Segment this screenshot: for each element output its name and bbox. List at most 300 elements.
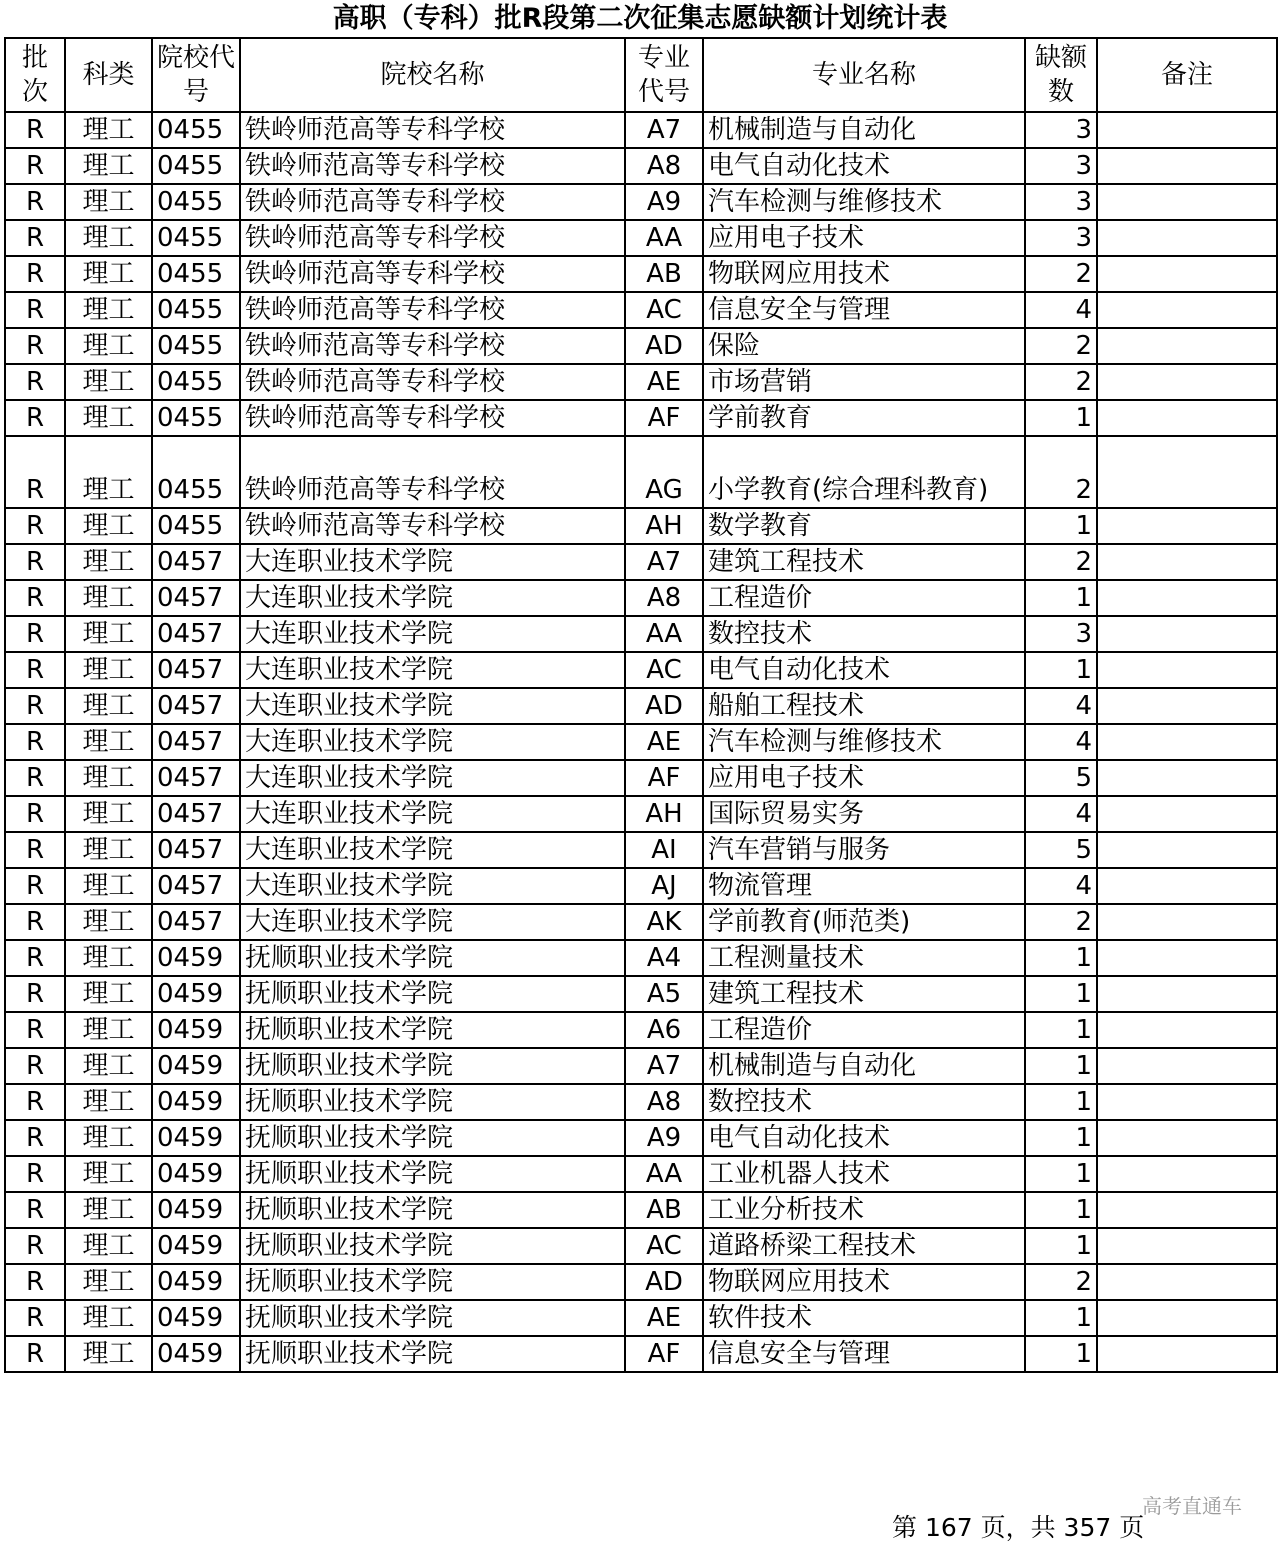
cell-quota: 3	[1025, 220, 1097, 256]
cell-quota: 1	[1025, 400, 1097, 436]
table-row	[5, 256, 1277, 292]
cell-remark	[1097, 868, 1277, 904]
cell-school-code: 0457	[152, 616, 240, 652]
cell-school-name: 抚顺职业技术学院	[240, 1264, 625, 1300]
table-row	[5, 436, 1277, 508]
cell-batch: R	[5, 364, 65, 400]
cell-major-code: AC	[625, 652, 703, 688]
cell-batch: R	[5, 868, 65, 904]
cell-major-name: 船舶工程技术	[703, 688, 1025, 724]
cell-major-code: AC	[625, 292, 703, 328]
cell-batch: R	[5, 544, 65, 580]
page-number: 第 167 页，共 357 页	[892, 1513, 1145, 1542]
cell-major-code: A8	[625, 1084, 703, 1120]
cell-major-code: A9	[625, 1120, 703, 1156]
cell-category: 理工	[65, 616, 152, 652]
table-row	[5, 1192, 1277, 1228]
cell-major-name: 数控技术	[703, 616, 1025, 652]
cell-major-name: 国际贸易实务	[703, 796, 1025, 832]
table-row	[5, 112, 1277, 148]
cell-batch: R	[5, 328, 65, 364]
cell-quota: 2	[1025, 1264, 1097, 1300]
cell-major-code: AB	[625, 256, 703, 292]
cell-quota: 1	[1025, 940, 1097, 976]
cell-school-name: 抚顺职业技术学院	[240, 1156, 625, 1192]
cell-major-name: 工程造价	[703, 580, 1025, 616]
cell-category: 理工	[65, 184, 152, 220]
cell-remark	[1097, 292, 1277, 328]
cell-category: 理工	[65, 904, 152, 940]
cell-category: 理工	[65, 688, 152, 724]
cell-school-code: 0459	[152, 1012, 240, 1048]
cell-batch: R	[5, 1300, 65, 1336]
cell-school-code: 0459	[152, 1264, 240, 1300]
cell-batch: R	[5, 184, 65, 220]
cell-quota: 4	[1025, 688, 1097, 724]
cell-major-name: 汽车检测与维修技术	[703, 724, 1025, 760]
cell-batch: R	[5, 652, 65, 688]
cell-category: 理工	[65, 1336, 152, 1372]
cell-remark	[1097, 112, 1277, 148]
cell-major-name: 电气自动化技术	[703, 1120, 1025, 1156]
cell-quota: 1	[1025, 1336, 1097, 1372]
cell-school-name: 抚顺职业技术学院	[240, 1048, 625, 1084]
cell-batch: R	[5, 616, 65, 652]
cell-school-code: 0459	[152, 1048, 240, 1084]
page-title: 高职（专科）批R段第二次征集志愿缺额计划统计表	[332, 3, 948, 34]
cell-school-code: 0457	[152, 904, 240, 940]
cell-quota: 1	[1025, 652, 1097, 688]
cell-school-code: 0455	[152, 256, 240, 292]
cell-school-name: 大连职业技术学院	[240, 796, 625, 832]
table-row	[5, 796, 1277, 832]
cell-major-name: 机械制造与自动化	[703, 112, 1025, 148]
cell-batch: R	[5, 1192, 65, 1228]
cell-major-name: 学前教育	[703, 400, 1025, 436]
cell-major-name: 物流管理	[703, 868, 1025, 904]
table-row	[5, 940, 1277, 976]
cell-batch: R	[5, 904, 65, 940]
cell-school-name: 抚顺职业技术学院	[240, 940, 625, 976]
cell-quota: 1	[1025, 1048, 1097, 1084]
cell-school-name: 铁岭师范高等专科学校	[240, 112, 625, 148]
cell-category: 理工	[65, 400, 152, 436]
table-row	[5, 184, 1277, 220]
cell-category: 理工	[65, 112, 152, 148]
cell-major-code: AF	[625, 760, 703, 796]
header-major-code: 专业代号	[625, 38, 703, 112]
cell-remark	[1097, 1084, 1277, 1120]
cell-category: 理工	[65, 1264, 152, 1300]
cell-major-name: 汽车营销与服务	[703, 832, 1025, 868]
cell-school-code: 0455	[152, 328, 240, 364]
cell-major-code: AB	[625, 1192, 703, 1228]
cell-category: 理工	[65, 1300, 152, 1336]
cell-remark	[1097, 364, 1277, 400]
cell-major-code: A4	[625, 940, 703, 976]
cell-school-code: 0459	[152, 1120, 240, 1156]
cell-major-code: AI	[625, 832, 703, 868]
table-row	[5, 724, 1277, 760]
cell-category: 理工	[65, 364, 152, 400]
cell-major-code: AD	[625, 688, 703, 724]
cell-batch: R	[5, 220, 65, 256]
cell-quota: 1	[1025, 1012, 1097, 1048]
cell-quota: 4	[1025, 292, 1097, 328]
cell-major-code: AF	[625, 400, 703, 436]
cell-remark	[1097, 940, 1277, 976]
table-row	[5, 1300, 1277, 1336]
cell-school-name: 大连职业技术学院	[240, 616, 625, 652]
cell-school-name: 铁岭师范高等专科学校	[240, 400, 625, 436]
cell-major-code: A6	[625, 1012, 703, 1048]
cell-major-code: A7	[625, 1048, 703, 1084]
cell-remark	[1097, 1192, 1277, 1228]
table-body	[5, 112, 1277, 1372]
header-school-name: 院校名称	[240, 38, 625, 112]
table-row	[5, 616, 1277, 652]
cell-school-name: 铁岭师范高等专科学校	[240, 364, 625, 400]
cell-quota: 3	[1025, 616, 1097, 652]
cell-remark	[1097, 1228, 1277, 1264]
cell-school-name: 铁岭师范高等专科学校	[240, 220, 625, 256]
table-row	[5, 508, 1277, 544]
cell-major-name: 应用电子技术	[703, 760, 1025, 796]
cell-major-name: 学前教育(师范类)	[703, 904, 1025, 940]
cell-quota: 1	[1025, 1192, 1097, 1228]
cell-remark	[1097, 760, 1277, 796]
cell-major-code: AA	[625, 616, 703, 652]
cell-batch: R	[5, 1156, 65, 1192]
cell-category: 理工	[65, 508, 152, 544]
table-row	[5, 904, 1277, 940]
cell-school-name: 大连职业技术学院	[240, 904, 625, 940]
cell-batch: R	[5, 400, 65, 436]
cell-remark	[1097, 976, 1277, 1012]
cell-school-name: 大连职业技术学院	[240, 688, 625, 724]
cell-major-code: AC	[625, 1228, 703, 1264]
cell-batch: R	[5, 1228, 65, 1264]
cell-school-code: 0455	[152, 436, 240, 508]
cell-major-name: 小学教育(综合理科教育)	[703, 436, 1025, 508]
table-row	[5, 328, 1277, 364]
cell-major-code: AF	[625, 1336, 703, 1372]
cell-school-code: 0459	[152, 1084, 240, 1120]
cell-major-code: AA	[625, 220, 703, 256]
cell-school-name: 铁岭师范高等专科学校	[240, 328, 625, 364]
header-remark: 备注	[1097, 38, 1277, 112]
cell-batch: R	[5, 580, 65, 616]
cell-remark	[1097, 724, 1277, 760]
cell-school-name: 抚顺职业技术学院	[240, 976, 625, 1012]
cell-category: 理工	[65, 796, 152, 832]
cell-major-name: 道路桥梁工程技术	[703, 1228, 1025, 1264]
cell-category: 理工	[65, 1120, 152, 1156]
table-row	[5, 1156, 1277, 1192]
table-row	[5, 832, 1277, 868]
cell-batch: R	[5, 724, 65, 760]
cell-remark	[1097, 1264, 1277, 1300]
cell-batch: R	[5, 1264, 65, 1300]
cell-school-code: 0457	[152, 868, 240, 904]
cell-quota: 1	[1025, 508, 1097, 544]
cell-category: 理工	[65, 940, 152, 976]
cell-category: 理工	[65, 652, 152, 688]
cell-major-code: AE	[625, 724, 703, 760]
cell-major-name: 建筑工程技术	[703, 976, 1025, 1012]
cell-quota: 5	[1025, 832, 1097, 868]
cell-quota: 1	[1025, 580, 1097, 616]
cell-major-name: 工业分析技术	[703, 1192, 1025, 1228]
cell-school-name: 大连职业技术学院	[240, 832, 625, 868]
table-row	[5, 364, 1277, 400]
cell-major-name: 物联网应用技术	[703, 1264, 1025, 1300]
cell-school-name: 大连职业技术学院	[240, 580, 625, 616]
cell-batch: R	[5, 1336, 65, 1372]
table-row	[5, 220, 1277, 256]
cell-school-code: 0455	[152, 292, 240, 328]
cell-batch: R	[5, 1048, 65, 1084]
cell-category: 理工	[65, 760, 152, 796]
table-row	[5, 400, 1277, 436]
cell-remark	[1097, 796, 1277, 832]
table-row	[5, 544, 1277, 580]
cell-major-code: AE	[625, 1300, 703, 1336]
cell-school-code: 0457	[152, 832, 240, 868]
cell-quota: 2	[1025, 256, 1097, 292]
cell-quota: 2	[1025, 904, 1097, 940]
cell-category: 理工	[65, 832, 152, 868]
table-row	[5, 760, 1277, 796]
cell-batch: R	[5, 1012, 65, 1048]
table-row	[5, 868, 1277, 904]
cell-quota: 1	[1025, 1120, 1097, 1156]
cell-remark	[1097, 688, 1277, 724]
cell-major-name: 数学教育	[703, 508, 1025, 544]
cell-major-name: 电气自动化技术	[703, 652, 1025, 688]
cell-school-name: 大连职业技术学院	[240, 724, 625, 760]
cell-remark	[1097, 256, 1277, 292]
cell-school-name: 抚顺职业技术学院	[240, 1012, 625, 1048]
cell-category: 理工	[65, 1048, 152, 1084]
cell-remark	[1097, 1156, 1277, 1192]
cell-batch: R	[5, 292, 65, 328]
cell-category: 理工	[65, 580, 152, 616]
cell-remark	[1097, 1048, 1277, 1084]
cell-quota: 3	[1025, 112, 1097, 148]
cell-major-code: A7	[625, 112, 703, 148]
cell-major-name: 工业机器人技术	[703, 1156, 1025, 1192]
cell-school-name: 大连职业技术学院	[240, 544, 625, 580]
cell-remark	[1097, 148, 1277, 184]
cell-school-code: 0455	[152, 148, 240, 184]
cell-category: 理工	[65, 292, 152, 328]
cell-quota: 1	[1025, 1156, 1097, 1192]
cell-school-code: 0455	[152, 364, 240, 400]
cell-batch: R	[5, 832, 65, 868]
cell-quota: 1	[1025, 1084, 1097, 1120]
cell-remark	[1097, 832, 1277, 868]
table-row	[5, 1012, 1277, 1048]
cell-major-code: AG	[625, 436, 703, 508]
cell-school-code: 0457	[152, 652, 240, 688]
cell-remark	[1097, 652, 1277, 688]
cell-school-name: 抚顺职业技术学院	[240, 1120, 625, 1156]
cell-remark	[1097, 436, 1277, 508]
cell-major-name: 建筑工程技术	[703, 544, 1025, 580]
cell-major-code: A8	[625, 580, 703, 616]
cell-major-name: 汽车检测与维修技术	[703, 184, 1025, 220]
cell-school-name: 大连职业技术学院	[240, 760, 625, 796]
cell-school-name: 抚顺职业技术学院	[240, 1228, 625, 1264]
cell-school-code: 0457	[152, 688, 240, 724]
cell-category: 理工	[65, 256, 152, 292]
cell-category: 理工	[65, 1156, 152, 1192]
cell-category: 理工	[65, 436, 152, 508]
cell-remark	[1097, 616, 1277, 652]
cell-school-name: 铁岭师范高等专科学校	[240, 436, 625, 508]
cell-category: 理工	[65, 220, 152, 256]
cell-quota: 3	[1025, 184, 1097, 220]
cell-batch: R	[5, 976, 65, 1012]
cell-major-name: 数控技术	[703, 1084, 1025, 1120]
cell-major-name: 软件技术	[703, 1300, 1025, 1336]
table-row	[5, 1264, 1277, 1300]
cell-major-code: A8	[625, 148, 703, 184]
cell-category: 理工	[65, 328, 152, 364]
cell-remark	[1097, 184, 1277, 220]
cell-major-name: 物联网应用技术	[703, 256, 1025, 292]
table-row	[5, 148, 1277, 184]
cell-school-name: 铁岭师范高等专科学校	[240, 148, 625, 184]
cell-major-code: AD	[625, 328, 703, 364]
cell-remark	[1097, 328, 1277, 364]
cell-category: 理工	[65, 544, 152, 580]
cell-batch: R	[5, 508, 65, 544]
table-row	[5, 976, 1277, 1012]
cell-major-code: AA	[625, 1156, 703, 1192]
table-row	[5, 1084, 1277, 1120]
cell-batch: R	[5, 688, 65, 724]
cell-batch: R	[5, 436, 65, 508]
cell-batch: R	[5, 1120, 65, 1156]
quota-table	[4, 37, 1278, 1373]
table-row	[5, 580, 1277, 616]
cell-category: 理工	[65, 976, 152, 1012]
cell-school-code: 0459	[152, 940, 240, 976]
table-row	[5, 652, 1277, 688]
cell-remark	[1097, 1300, 1277, 1336]
cell-school-code: 0459	[152, 1192, 240, 1228]
cell-major-name: 机械制造与自动化	[703, 1048, 1025, 1084]
cell-school-code: 0457	[152, 544, 240, 580]
cell-school-code: 0459	[152, 1156, 240, 1192]
cell-school-name: 抚顺职业技术学院	[240, 1084, 625, 1120]
cell-quota: 2	[1025, 436, 1097, 508]
cell-school-code: 0457	[152, 760, 240, 796]
cell-remark	[1097, 508, 1277, 544]
cell-remark	[1097, 1120, 1277, 1156]
header-batch: 批次	[5, 38, 65, 112]
cell-major-name: 信息安全与管理	[703, 292, 1025, 328]
cell-school-code: 0455	[152, 508, 240, 544]
cell-school-code: 0457	[152, 724, 240, 760]
cell-quota: 5	[1025, 760, 1097, 796]
cell-school-code: 0457	[152, 796, 240, 832]
cell-school-code: 0455	[152, 112, 240, 148]
cell-category: 理工	[65, 1012, 152, 1048]
header-major-name: 专业名称	[703, 38, 1025, 112]
header-category: 科类	[65, 38, 152, 112]
cell-major-name: 应用电子技术	[703, 220, 1025, 256]
cell-category: 理工	[65, 868, 152, 904]
cell-school-name: 大连职业技术学院	[240, 868, 625, 904]
cell-quota: 1	[1025, 1228, 1097, 1264]
header-quota: 缺额数	[1025, 38, 1097, 112]
cell-major-name: 工程造价	[703, 1012, 1025, 1048]
cell-batch: R	[5, 112, 65, 148]
cell-major-code: A9	[625, 184, 703, 220]
cell-school-name: 铁岭师范高等专科学校	[240, 292, 625, 328]
cell-major-name: 保险	[703, 328, 1025, 364]
cell-school-code: 0455	[152, 184, 240, 220]
cell-batch: R	[5, 148, 65, 184]
table-row	[5, 1120, 1277, 1156]
cell-school-name: 铁岭师范高等专科学校	[240, 184, 625, 220]
cell-quota: 2	[1025, 364, 1097, 400]
table-row	[5, 688, 1277, 724]
cell-category: 理工	[65, 148, 152, 184]
cell-batch: R	[5, 796, 65, 832]
cell-major-code: A5	[625, 976, 703, 1012]
cell-batch: R	[5, 256, 65, 292]
cell-remark	[1097, 400, 1277, 436]
cell-school-code: 0459	[152, 1228, 240, 1264]
cell-school-name: 抚顺职业技术学院	[240, 1300, 625, 1336]
table-row	[5, 1228, 1277, 1264]
cell-category: 理工	[65, 1084, 152, 1120]
cell-quota: 1	[1025, 976, 1097, 1012]
cell-remark	[1097, 580, 1277, 616]
cell-major-code: A7	[625, 544, 703, 580]
cell-major-name: 信息安全与管理	[703, 1336, 1025, 1372]
header-school-code: 院校代号	[152, 38, 240, 112]
cell-quota: 4	[1025, 796, 1097, 832]
cell-category: 理工	[65, 1192, 152, 1228]
cell-batch: R	[5, 760, 65, 796]
cell-major-code: AE	[625, 364, 703, 400]
table-row	[5, 1048, 1277, 1084]
header-row	[5, 38, 1277, 112]
cell-quota: 2	[1025, 544, 1097, 580]
cell-school-code: 0455	[152, 400, 240, 436]
cell-quota: 3	[1025, 148, 1097, 184]
cell-quota: 1	[1025, 1300, 1097, 1336]
cell-school-name: 大连职业技术学院	[240, 652, 625, 688]
cell-quota: 4	[1025, 724, 1097, 760]
cell-batch: R	[5, 940, 65, 976]
cell-remark	[1097, 220, 1277, 256]
cell-major-code: AK	[625, 904, 703, 940]
cell-school-code: 0459	[152, 976, 240, 1012]
cell-major-code: AJ	[625, 868, 703, 904]
table-row	[5, 292, 1277, 328]
cell-school-code: 0459	[152, 1300, 240, 1336]
cell-major-code: AH	[625, 508, 703, 544]
cell-major-name: 工程测量技术	[703, 940, 1025, 976]
cell-school-name: 抚顺职业技术学院	[240, 1192, 625, 1228]
cell-major-code: AH	[625, 796, 703, 832]
